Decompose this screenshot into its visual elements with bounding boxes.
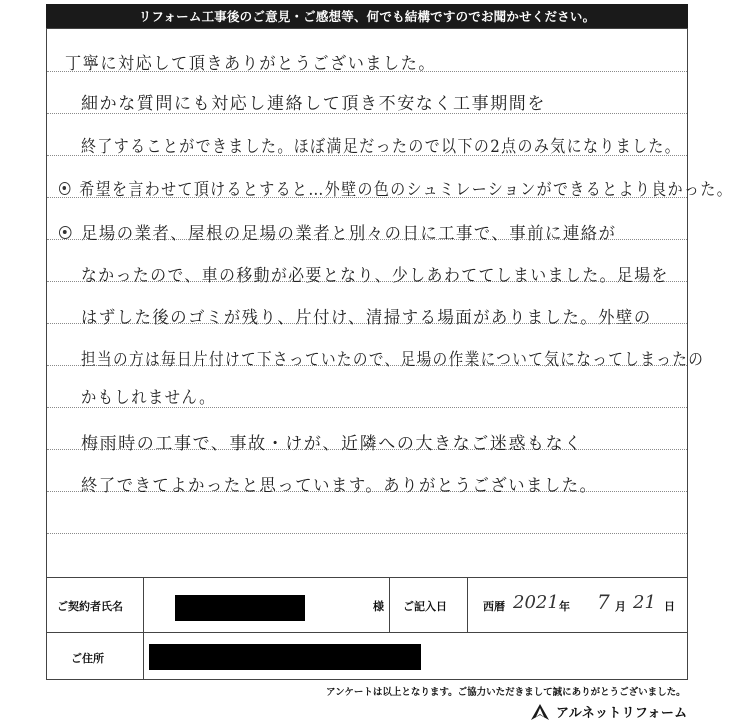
redacted-address [149,644,421,670]
form-header-banner [46,4,688,28]
address-row [47,632,687,680]
comment-line [59,219,616,244]
day-value: 21 [633,592,656,613]
address-label: ご住所 [71,652,104,665]
day-unit: 日 [664,600,675,613]
redacted-name [175,595,305,621]
comment-area [47,29,734,577]
company-brand [530,702,687,721]
bullet-icon [59,226,71,239]
company-name: アルネットリフォーム [556,706,688,721]
date-label: ご記入日 [403,600,447,613]
bullet-icon [59,182,70,195]
era-label: 西暦 [483,600,505,613]
year-value: 2021 [513,592,559,613]
year-unit: 年 [559,600,570,613]
comment-line: なかったので、車の移動が必要となり、少しあわててしまいました。足場を [81,266,669,286]
comment-line: 丁寧に対応して頂きありがとうございました。 [65,54,437,74]
month-unit: 月 [615,600,626,613]
comment-text: 希望を言わせて頂けるとすると…外壁の色のシュミレーションができるとより良かった。 [79,180,734,200]
comment-line: はずした後のゴミが残り、片付け、清掃する場面がありました。外壁の [81,308,652,328]
survey-form [46,28,734,680]
comment-line: 梅雨時の工事で、事故・けが、近隣への大きなご迷惑もなく [81,434,583,454]
contract-info-table [47,577,687,680]
month-value: 7 [597,590,610,614]
name-date-row [47,578,687,633]
survey-end-note: アンケートは以上となります。ご協力いただきまして誠にありがとうございました。 [326,687,686,698]
honorific-label: 様 [373,600,384,613]
company-logo-icon [530,703,550,721]
comment-line: かもしれません。 [81,388,216,408]
comment-line: 終了することができました。ほぼ満足だったので以下の2点のみ気になりました。 [81,137,682,157]
comment-line [59,175,733,200]
form-header-title: リフォーム工事後のご意見・ご感想等、何でも結構ですのでお聞かせください。 [138,9,596,24]
ruled-line [47,533,687,534]
name-label: ご契約者氏名 [57,600,123,613]
comment-text: 足場の業者、屋根の足場の業者と別々の日に工事で、事前に連絡が [81,224,617,244]
comment-line: 担当の方は毎日片付けて下さっていたので、足場の作業について気になってしまったの [81,350,705,370]
comment-line: 細かな質問にも対応し連絡して頂き不安なく工事期間を [81,94,546,114]
comment-line: 終了できてよかったと思っています。ありがとうございました。 [81,476,598,496]
